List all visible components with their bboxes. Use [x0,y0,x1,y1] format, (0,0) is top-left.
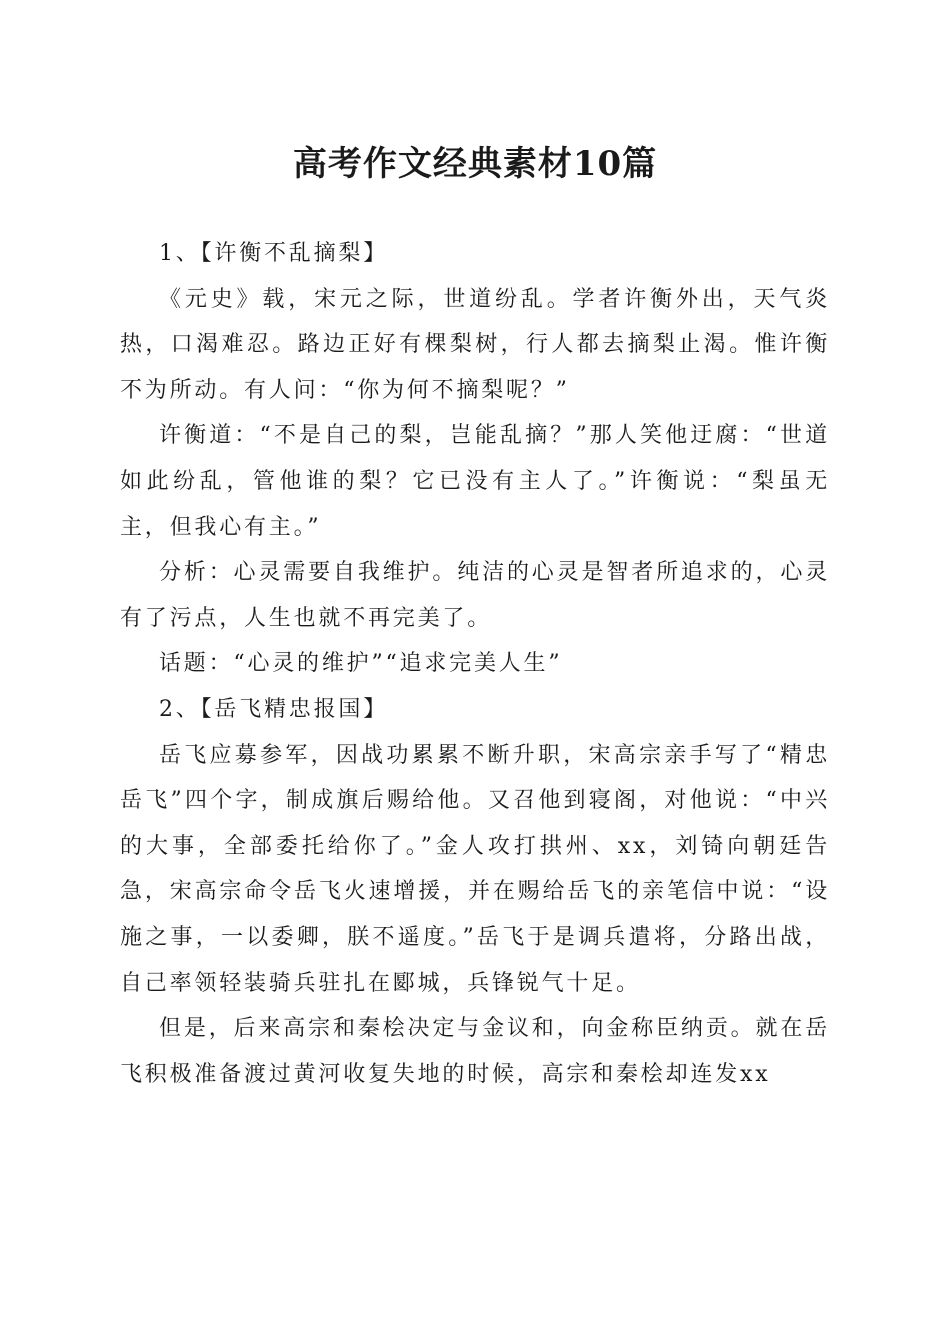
document-body [120,231,830,1097]
paragraph: 《元史》载，宋元之际，世道纷乱。学者许衡外出，天气炎热，口渴难忍。路边正好有棵梨树，行人都去摘梨止渴。惟许衡不为所动。有人问：“你为何不摘梨呢？” [120,286,830,403]
document-title: 高考作文经典素材10篇 [292,144,658,184]
paragraph: 话题：“心灵的维护”“追求完美人生” [159,651,563,677]
paragraph: 但是，后来高宗和秦桧决定与金议和，向金称臣纳贡。就在岳飞积极准备渡过黄河收复失地的时候，高宗和秦桧却连发xx [120,1016,830,1087]
paragraph: 岳飞应募参军，因战功累累不断升职，宋高宗亲手写了“精忠岳飞”四个字，制成旗后赐给他。又召他到寝阁，对他说：“中兴的大事，全部委托给你了。”金人攻打拱州、xx，刘锜向朝廷告急，宋高宗命令岳飞火速增援，并在赐给岳飞的亲笔信中说：“设施之事，一以委卿，朕不遥度。”岳飞于是调兵遣将，分路出战，自己率领轻装骑兵驻扎在郾城，兵锋锐气十足。 [120,742,830,996]
section-heading-2: 2、【岳飞精忠报国】 [159,696,388,722]
paragraph: 分析：心灵需要自我维护。纯洁的心灵是智者所追求的，心灵有了污点，人生也就不再完美了。 [120,560,830,631]
paragraph: 许衡道：“不是自己的梨，岂能乱摘？”那人笑他迂腐：“世道如此纷乱，管他谁的梨？它已没有主人了。”许衡说：“梨虽无主，但我心有主。” [120,423,830,540]
section-heading-1: 1、【许衡不乱摘梨】 [159,241,388,266]
